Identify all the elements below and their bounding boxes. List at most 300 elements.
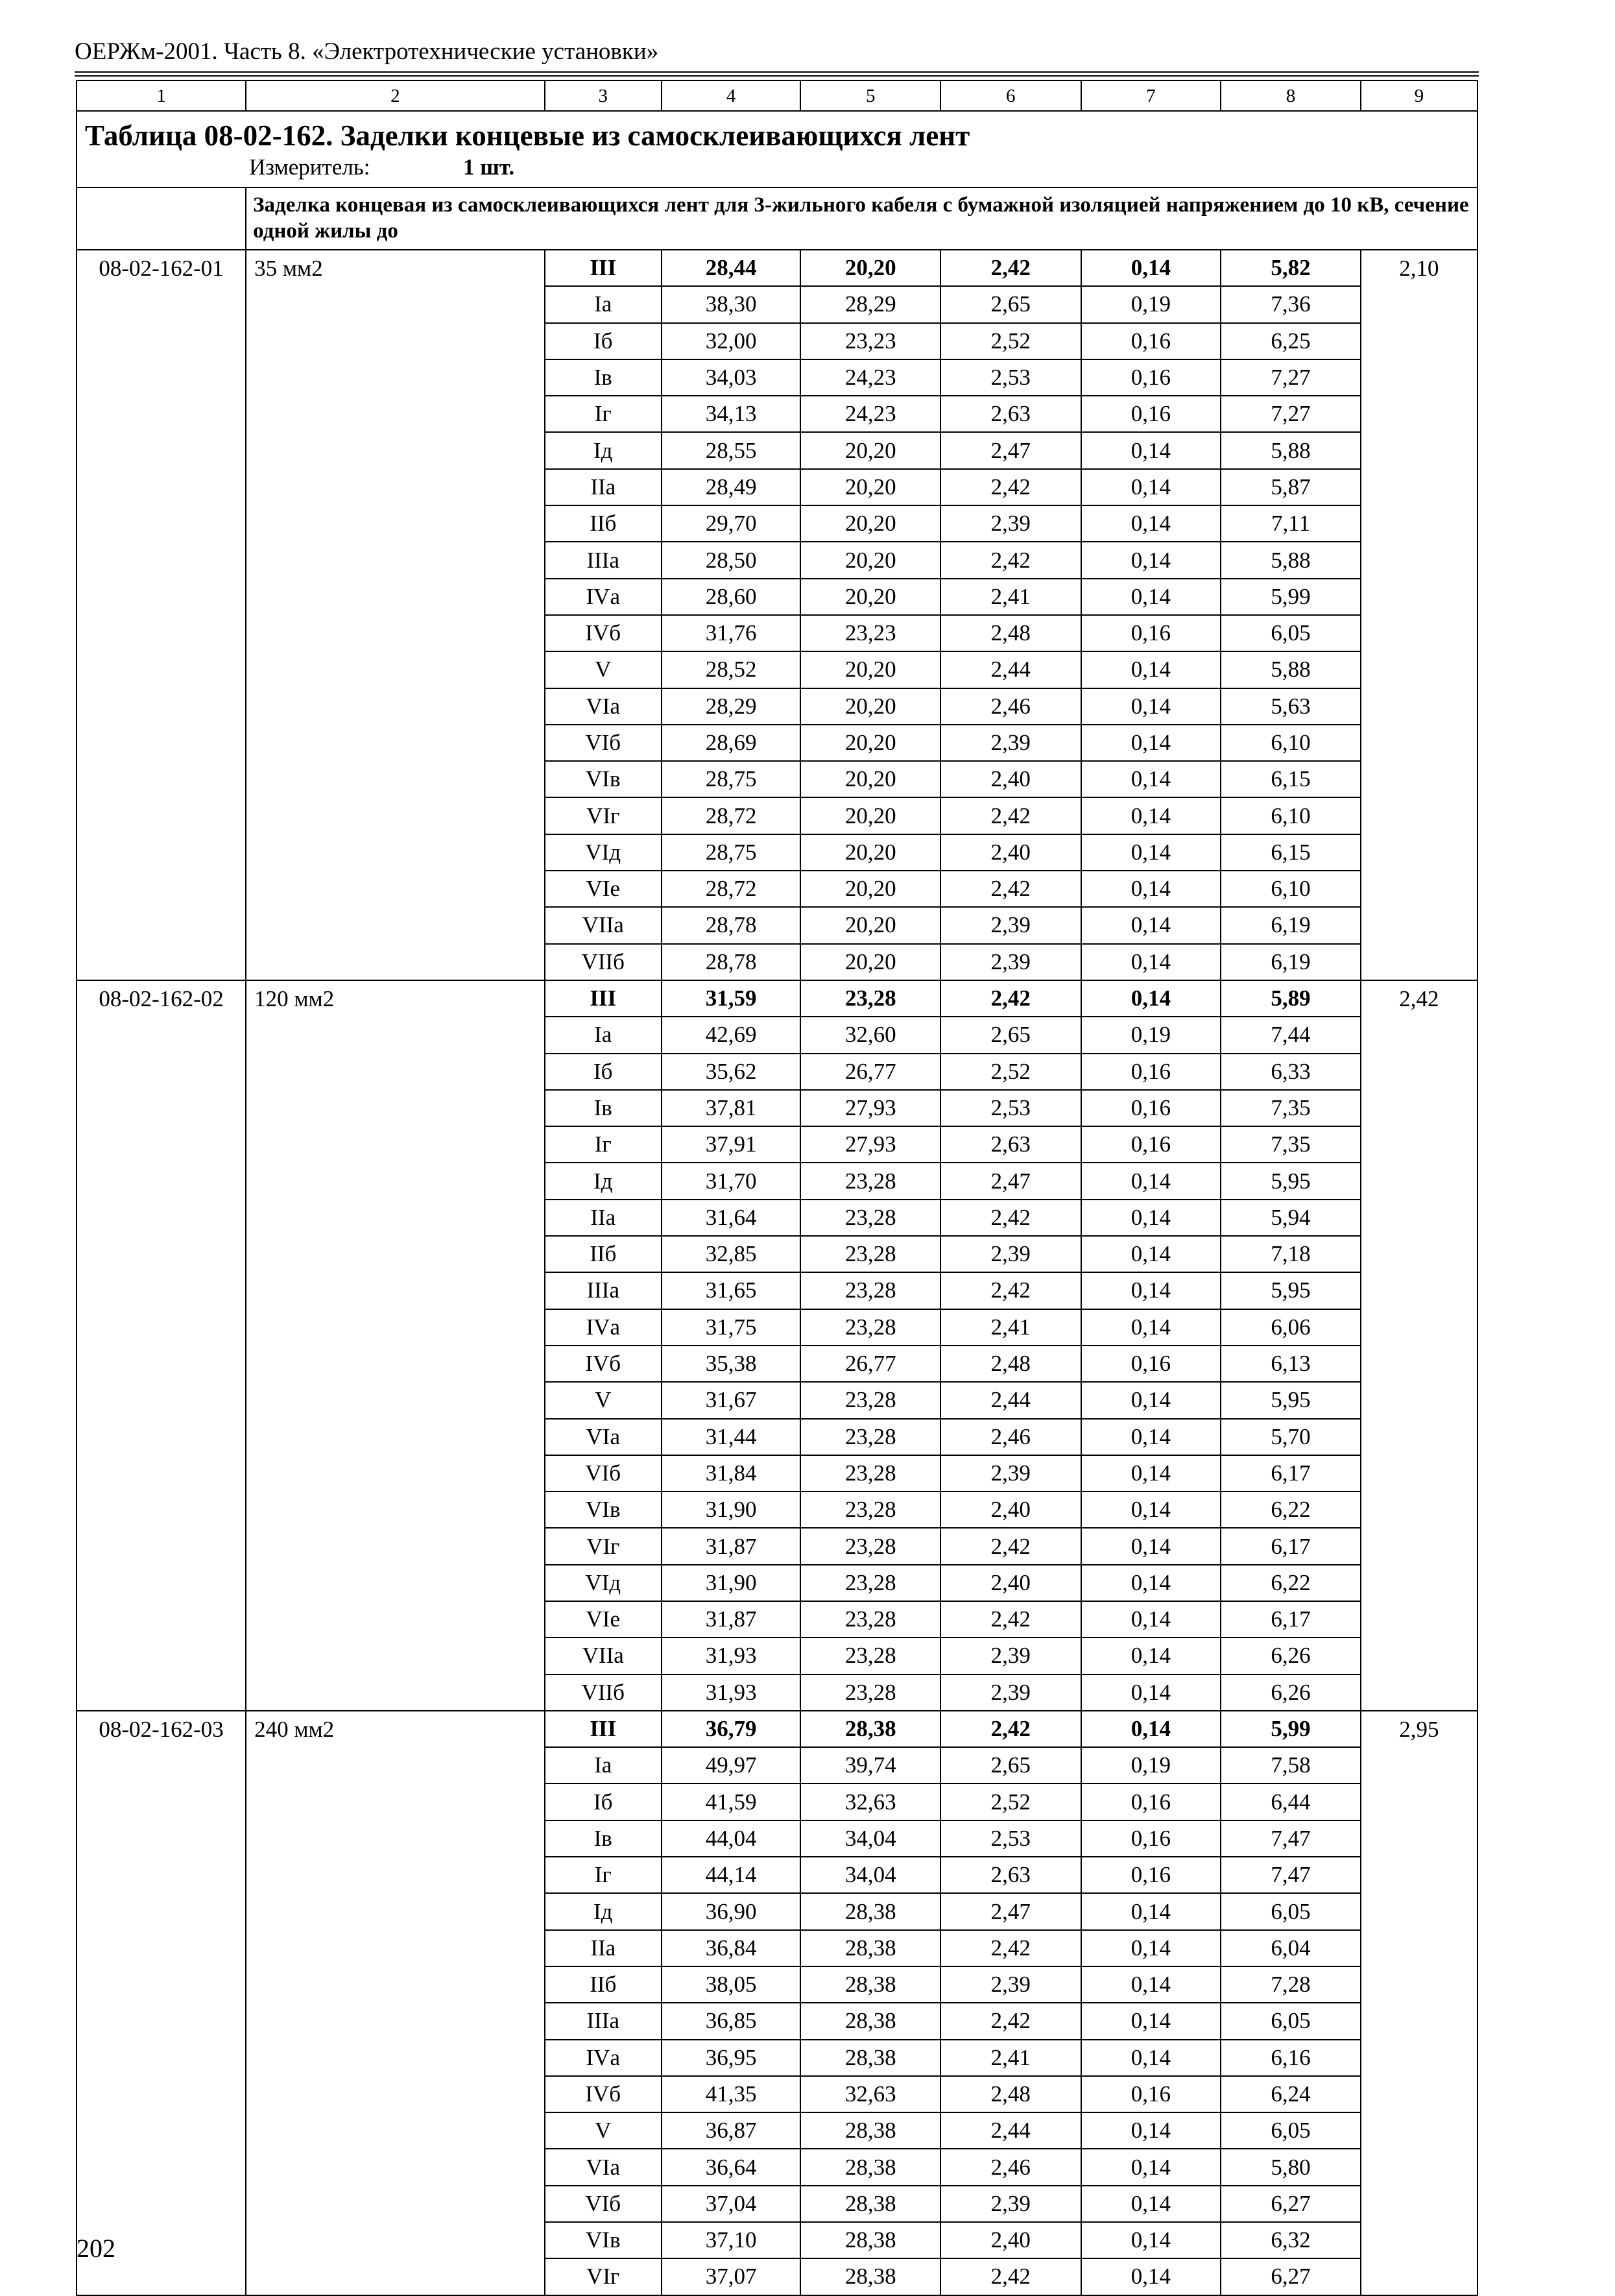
rate-value: 28,52: [662, 651, 801, 688]
rate-value: 2,42: [940, 980, 1081, 1017]
rate-value: 2,44: [940, 2112, 1081, 2149]
measurer-label: Измеритель:: [249, 154, 370, 180]
rate-value: 5,95: [1221, 1163, 1361, 1199]
rate-value: 28,29: [662, 688, 801, 725]
rate-value: 0,14: [1081, 688, 1221, 725]
rate-value: 0,16: [1081, 1090, 1221, 1126]
rate-value: 23,28: [800, 1528, 940, 1564]
rate-value: 6,06: [1221, 1309, 1361, 1346]
column-number: 8: [1221, 80, 1361, 111]
rate-value: 6,27: [1221, 2258, 1361, 2295]
zone-code: III: [545, 250, 662, 286]
zone-code: IVа: [545, 2040, 662, 2076]
rate-value: 28,49: [662, 469, 801, 505]
zone-code: IVб: [545, 2076, 662, 2112]
measurer-value: 1 шт.: [463, 154, 515, 180]
zone-code: Iв: [545, 359, 662, 396]
rate-value: 20,20: [800, 505, 940, 542]
rate-value: 0,16: [1081, 1857, 1221, 1893]
rate-value: 2,41: [940, 579, 1081, 615]
zone-code: Iв: [545, 1820, 662, 1857]
rate-value: 2,53: [940, 1090, 1081, 1126]
rate-value: 0,14: [1081, 980, 1221, 1017]
rate-value: 20,20: [800, 761, 940, 797]
cable-section: 120 мм2: [246, 980, 545, 1711]
rate-value: 0,14: [1081, 651, 1221, 688]
zone-code: VIIа: [545, 907, 662, 943]
rate-value: 0,19: [1081, 286, 1221, 322]
zone-code: IVа: [545, 579, 662, 615]
title-row: [77, 111, 1477, 187]
rate-value: 2,39: [940, 1966, 1081, 2003]
rate-value: 37,10: [662, 2222, 801, 2258]
rate-value: 32,00: [662, 323, 801, 359]
rate-value: 28,75: [662, 761, 801, 797]
document-header: ОЕРЖм-2001. Часть 8. «Электротехнические установки»: [75, 38, 659, 65]
rate-value: 5,70: [1221, 1419, 1361, 1455]
rate-value: 6,10: [1221, 725, 1361, 761]
rate-value: 2,65: [940, 286, 1081, 322]
zone-code: III: [545, 1711, 662, 1747]
rate-value: 2,52: [940, 323, 1081, 359]
rate-value: 0,16: [1081, 1820, 1221, 1857]
rate-value: 20,20: [800, 651, 940, 688]
rate-value: 20,20: [800, 834, 940, 871]
rate-value: 31,93: [662, 1637, 801, 1674]
rate-value: 2,42: [940, 1930, 1081, 1966]
rate-value: 0,14: [1081, 1601, 1221, 1637]
rate-value: 0,16: [1081, 1126, 1221, 1163]
rate-value: 0,14: [1081, 2003, 1221, 2039]
rate-value: 44,04: [662, 1820, 801, 1857]
zone-code: VIIб: [545, 1674, 662, 1711]
rate-value: 36,90: [662, 1893, 801, 1929]
rate-value: 28,38: [800, 1930, 940, 1966]
rate-value: 0,14: [1081, 725, 1221, 761]
rate-value: 23,28: [800, 1382, 940, 1418]
column-number: 1: [77, 80, 246, 111]
rate-value: 23,28: [800, 980, 940, 1017]
zone-code: VIв: [545, 1492, 662, 1528]
rate-value: 2,39: [940, 505, 1081, 542]
rate-value: 20,20: [800, 579, 940, 615]
rate-value: 42,69: [662, 1017, 801, 1053]
rate-value: 2,42: [940, 1272, 1081, 1309]
column-number: 7: [1081, 80, 1221, 111]
zone-code: IIб: [545, 1236, 662, 1272]
zone-code: VIб: [545, 2186, 662, 2222]
rate-value: 6,05: [1221, 2112, 1361, 2149]
rate-value: 0,14: [1081, 1893, 1221, 1929]
rate-value: 2,48: [940, 615, 1081, 651]
rate-code: 08-02-162-01: [77, 250, 246, 980]
rate-value: 23,28: [800, 1272, 940, 1309]
rate-value: 36,64: [662, 2149, 801, 2185]
rate-value: 2,39: [940, 1455, 1081, 1492]
rate-value: 28,38: [800, 1711, 940, 1747]
rate-value: 32,85: [662, 1236, 801, 1272]
rate-value: 2,53: [940, 1820, 1081, 1857]
rate-value: 0,16: [1081, 323, 1221, 359]
zone-code: IIIа: [545, 1272, 662, 1309]
rate-value: 2,65: [940, 1017, 1081, 1053]
rate-value: 28,38: [800, 2149, 940, 2185]
rate-value: 2,41: [940, 2040, 1081, 2076]
rate-value: 7,11: [1221, 505, 1361, 542]
rate-value: 5,63: [1221, 688, 1361, 725]
rate-value: 41,35: [662, 2076, 801, 2112]
rate-value: 27,93: [800, 1126, 940, 1163]
rate-value: 23,28: [800, 1309, 940, 1346]
column-number: 6: [940, 80, 1081, 111]
rate-value: 2,47: [940, 1893, 1081, 1929]
rate-value: 7,47: [1221, 1857, 1361, 1893]
rate-value: 2,46: [940, 688, 1081, 725]
rate-value: 28,72: [662, 871, 801, 907]
rate-value: 36,85: [662, 2003, 801, 2039]
rate-value: 23,28: [800, 1163, 940, 1199]
rate-value: 0,16: [1081, 615, 1221, 651]
rate-value: 7,44: [1221, 1017, 1361, 1053]
rate-value: 0,14: [1081, 2149, 1221, 2185]
rate-value: 34,04: [800, 1857, 940, 1893]
rate-value: 2,42: [940, 1528, 1081, 1564]
rate-value: 0,14: [1081, 505, 1221, 542]
zone-code: IIа: [545, 469, 662, 505]
zone-code: VIв: [545, 2222, 662, 2258]
rate-value: 0,14: [1081, 469, 1221, 505]
rate-value: 2,48: [940, 1346, 1081, 1382]
rate-value: 6,26: [1221, 1674, 1361, 1711]
rate-value: 0,14: [1081, 1711, 1221, 1747]
rate-value: 6,26: [1221, 1637, 1361, 1674]
rate-value: 2,39: [940, 1674, 1081, 1711]
rate-value: 6,33: [1221, 1054, 1361, 1090]
rate-value: 0,14: [1081, 2258, 1221, 2295]
rate-value: 37,07: [662, 2258, 801, 2295]
rate-value: 6,10: [1221, 797, 1361, 834]
rate-value: 7,27: [1221, 359, 1361, 396]
zone-code: VIг: [545, 2258, 662, 2295]
rate-value: 6,22: [1221, 1565, 1361, 1601]
zone-code: IIа: [545, 1930, 662, 1966]
rate-value: 2,52: [940, 1783, 1081, 1820]
table-row: [77, 1711, 1477, 1747]
rate-value: 7,58: [1221, 1747, 1361, 1783]
rate-value: 7,28: [1221, 1966, 1361, 2003]
rate-value: 31,70: [662, 1163, 801, 1199]
column-number-row: [77, 80, 1477, 111]
rate-value: 23,28: [800, 1565, 940, 1601]
rate-value: 20,20: [800, 871, 940, 907]
rate-value: 2,42: [940, 1711, 1081, 1747]
zone-code: Iа: [545, 286, 662, 322]
rate-value: 28,38: [800, 2112, 940, 2149]
zone-code: Iд: [545, 1893, 662, 1929]
rate-value: 36,95: [662, 2040, 801, 2076]
rate-value: 2,63: [940, 396, 1081, 432]
header-rule-bottom: [75, 75, 1479, 77]
rate-value: 2,42: [940, 542, 1081, 578]
rate-value: 31,90: [662, 1492, 801, 1528]
rate-value: 2,53: [940, 359, 1081, 396]
rate-value: 20,20: [800, 907, 940, 943]
rate-value: 0,14: [1081, 1674, 1221, 1711]
rate-value: 5,88: [1221, 542, 1361, 578]
column-9-value: 2,42: [1361, 980, 1477, 1711]
rate-value: 0,14: [1081, 1528, 1221, 1564]
rate-value: 34,13: [662, 396, 801, 432]
rate-value: 2,42: [940, 469, 1081, 505]
rate-value: 6,05: [1221, 2003, 1361, 2039]
rate-value: 0,14: [1081, 2040, 1221, 2076]
rate-value: 0,19: [1081, 1017, 1221, 1053]
rate-value: 35,62: [662, 1054, 801, 1090]
zone-code: IIа: [545, 1200, 662, 1236]
rate-value: 23,28: [800, 1674, 940, 1711]
zone-code: IIб: [545, 505, 662, 542]
column-number: 4: [662, 80, 801, 111]
rate-value: 6,05: [1221, 615, 1361, 651]
rate-value: 23,28: [800, 1492, 940, 1528]
rate-value: 7,47: [1221, 1820, 1361, 1857]
rate-value: 0,14: [1081, 250, 1221, 286]
rate-value: 2,47: [940, 1163, 1081, 1199]
rate-value: 28,38: [800, 2040, 940, 2076]
rate-value: 23,28: [800, 1236, 940, 1272]
rate-value: 5,94: [1221, 1200, 1361, 1236]
zone-code: VIа: [545, 688, 662, 725]
zone-code: Iд: [545, 1163, 662, 1199]
zone-code: VIв: [545, 761, 662, 797]
rate-value: 7,27: [1221, 396, 1361, 432]
rate-value: 31,59: [662, 980, 801, 1017]
rate-value: 5,95: [1221, 1272, 1361, 1309]
rate-code: 08-02-162-02: [77, 980, 246, 1711]
rate-value: 28,38: [800, 2258, 940, 2295]
cable-section: 240 мм2: [246, 1711, 545, 2295]
rate-value: 2,44: [940, 651, 1081, 688]
rate-value: 0,14: [1081, 1565, 1221, 1601]
zone-code: Iа: [545, 1017, 662, 1053]
rate-value: 0,14: [1081, 1236, 1221, 1272]
rate-value: 5,89: [1221, 980, 1361, 1017]
table-row: [77, 250, 1477, 286]
rate-value: 29,70: [662, 505, 801, 542]
rate-value: 32,63: [800, 2076, 940, 2112]
rate-value: 37,04: [662, 2186, 801, 2222]
rate-value: 2,39: [940, 2186, 1081, 2222]
zone-code: IVб: [545, 1346, 662, 1382]
column-number: 9: [1361, 80, 1477, 111]
rate-value: 2,42: [940, 2003, 1081, 2039]
rate-value: 23,28: [800, 1601, 940, 1637]
rate-value: 31,87: [662, 1601, 801, 1637]
rate-value: 2,47: [940, 432, 1081, 468]
rate-value: 31,84: [662, 1455, 801, 1492]
rate-value: 6,17: [1221, 1601, 1361, 1637]
rate-value: 0,14: [1081, 1455, 1221, 1492]
rate-value: 0,14: [1081, 1930, 1221, 1966]
rate-value: 31,75: [662, 1309, 801, 1346]
rate-value: 34,03: [662, 359, 801, 396]
table-row: [77, 980, 1477, 1017]
rate-value: 31,67: [662, 1382, 801, 1418]
rate-value: 5,88: [1221, 432, 1361, 468]
rate-value: 6,15: [1221, 834, 1361, 871]
rate-value: 2,63: [940, 1126, 1081, 1163]
rate-value: 20,20: [800, 542, 940, 578]
rate-value: 20,20: [800, 250, 940, 286]
zone-code: IIIа: [545, 2003, 662, 2039]
rate-value: 6,19: [1221, 907, 1361, 943]
rate-value: 5,95: [1221, 1382, 1361, 1418]
rate-value: 0,14: [1081, 1200, 1221, 1236]
rate-value: 6,04: [1221, 1930, 1361, 1966]
zone-code: III: [545, 980, 662, 1017]
rate-value: 0,14: [1081, 432, 1221, 468]
rate-value: 7,36: [1221, 286, 1361, 322]
rate-value: 0,16: [1081, 1783, 1221, 1820]
zone-code: Iг: [545, 1126, 662, 1163]
description-spacer: [77, 187, 246, 250]
rate-value: 0,16: [1081, 1346, 1221, 1382]
rate-value: 0,14: [1081, 1492, 1221, 1528]
rate-value: 6,10: [1221, 871, 1361, 907]
rate-value: 20,20: [800, 725, 940, 761]
rate-value: 5,88: [1221, 651, 1361, 688]
rate-value: 32,63: [800, 1783, 940, 1820]
rate-value: 0,16: [1081, 2076, 1221, 2112]
rate-value: 2,40: [940, 2222, 1081, 2258]
rate-value: 0,14: [1081, 2112, 1221, 2149]
rate-value: 23,28: [800, 1419, 940, 1455]
zone-code: VIIб: [545, 944, 662, 980]
rate-code: 08-02-162-03: [77, 1711, 246, 2295]
rate-value: 26,77: [800, 1346, 940, 1382]
rate-value: 2,65: [940, 1747, 1081, 1783]
rate-value: 31,93: [662, 1674, 801, 1711]
rate-value: 0,14: [1081, 834, 1221, 871]
rate-value: 2,41: [940, 1309, 1081, 1346]
rate-value: 28,69: [662, 725, 801, 761]
rate-value: 6,15: [1221, 761, 1361, 797]
rate-value: 0,19: [1081, 1747, 1221, 1783]
rate-value: 2,40: [940, 834, 1081, 871]
rate-value: 0,14: [1081, 1163, 1221, 1199]
rate-value: 36,84: [662, 1930, 801, 1966]
zone-code: IIб: [545, 1966, 662, 2003]
column-9-value: 2,10: [1361, 250, 1477, 980]
rate-value: 0,16: [1081, 1054, 1221, 1090]
rate-value: 0,16: [1081, 396, 1221, 432]
description-row: [77, 187, 1477, 250]
column-number: 3: [545, 80, 662, 111]
rate-value: 0,16: [1081, 359, 1221, 396]
rate-value: 23,28: [800, 1637, 940, 1674]
rate-value: 0,14: [1081, 1637, 1221, 1674]
rate-value: 20,20: [800, 688, 940, 725]
column-number: 2: [246, 80, 545, 111]
rate-value: 7,18: [1221, 1236, 1361, 1272]
rate-value: 0,14: [1081, 1966, 1221, 2003]
rate-value: 2,42: [940, 797, 1081, 834]
zone-code: VIа: [545, 1419, 662, 1455]
rate-value: 2,40: [940, 761, 1081, 797]
rate-value: 20,20: [800, 469, 940, 505]
rate-value: 0,14: [1081, 944, 1221, 980]
rate-value: 6,13: [1221, 1346, 1361, 1382]
rate-value: 24,23: [800, 396, 940, 432]
rate-value: 6,17: [1221, 1455, 1361, 1492]
zone-code: Iв: [545, 1090, 662, 1126]
rate-value: 31,90: [662, 1565, 801, 1601]
rate-value: 44,14: [662, 1857, 801, 1893]
rate-value: 0,14: [1081, 1419, 1221, 1455]
rate-value: 2,42: [940, 250, 1081, 286]
rate-value: 28,78: [662, 907, 801, 943]
rate-value: 28,60: [662, 579, 801, 615]
rate-value: 28,38: [800, 2003, 940, 2039]
rate-value: 6,27: [1221, 2186, 1361, 2222]
rate-value: 23,23: [800, 615, 940, 651]
rate-value: 0,14: [1081, 1309, 1221, 1346]
rate-value: 28,38: [800, 1966, 940, 2003]
rate-value: 31,64: [662, 1200, 801, 1236]
rate-value: 32,60: [800, 1017, 940, 1053]
rate-value: 6,25: [1221, 323, 1361, 359]
rate-value: 0,14: [1081, 1382, 1221, 1418]
rate-value: 20,20: [800, 432, 940, 468]
rate-value: 28,38: [800, 2186, 940, 2222]
zone-code: Iб: [545, 1054, 662, 1090]
rate-value: 0,14: [1081, 761, 1221, 797]
rate-value: 37,91: [662, 1126, 801, 1163]
rate-value: 2,63: [940, 1857, 1081, 1893]
rate-value: 6,16: [1221, 2040, 1361, 2076]
rate-value: 31,76: [662, 615, 801, 651]
zone-code: VIб: [545, 1455, 662, 1492]
zone-code: VIа: [545, 2149, 662, 2185]
rate-value: 20,20: [800, 797, 940, 834]
measurer-line: [77, 154, 1477, 187]
rate-value: 24,23: [800, 359, 940, 396]
rate-value: 6,05: [1221, 1893, 1361, 1929]
zone-code: VIд: [545, 1565, 662, 1601]
zone-code: IVб: [545, 615, 662, 651]
rate-value: 28,29: [800, 286, 940, 322]
rate-value: 6,17: [1221, 1528, 1361, 1564]
rate-value: 31,87: [662, 1528, 801, 1564]
rate-value: 0,14: [1081, 1272, 1221, 1309]
rate-value: 0,14: [1081, 907, 1221, 943]
rate-value: 6,44: [1221, 1783, 1361, 1820]
rate-value: 27,93: [800, 1090, 940, 1126]
rate-value: 2,42: [940, 2258, 1081, 2295]
rates-table: [76, 80, 1478, 2296]
rate-value: 0,14: [1081, 797, 1221, 834]
rate-value: 36,79: [662, 1711, 801, 1747]
zone-code: IVа: [545, 1309, 662, 1346]
rate-value: 6,24: [1221, 2076, 1361, 2112]
rate-value: 2,40: [940, 1492, 1081, 1528]
rate-value: 26,77: [800, 1054, 940, 1090]
rate-value: 2,42: [940, 1601, 1081, 1637]
zone-code: IIIа: [545, 542, 662, 578]
rate-value: 36,87: [662, 2112, 801, 2149]
rate-value: 28,75: [662, 834, 801, 871]
rate-value: 2,39: [940, 725, 1081, 761]
